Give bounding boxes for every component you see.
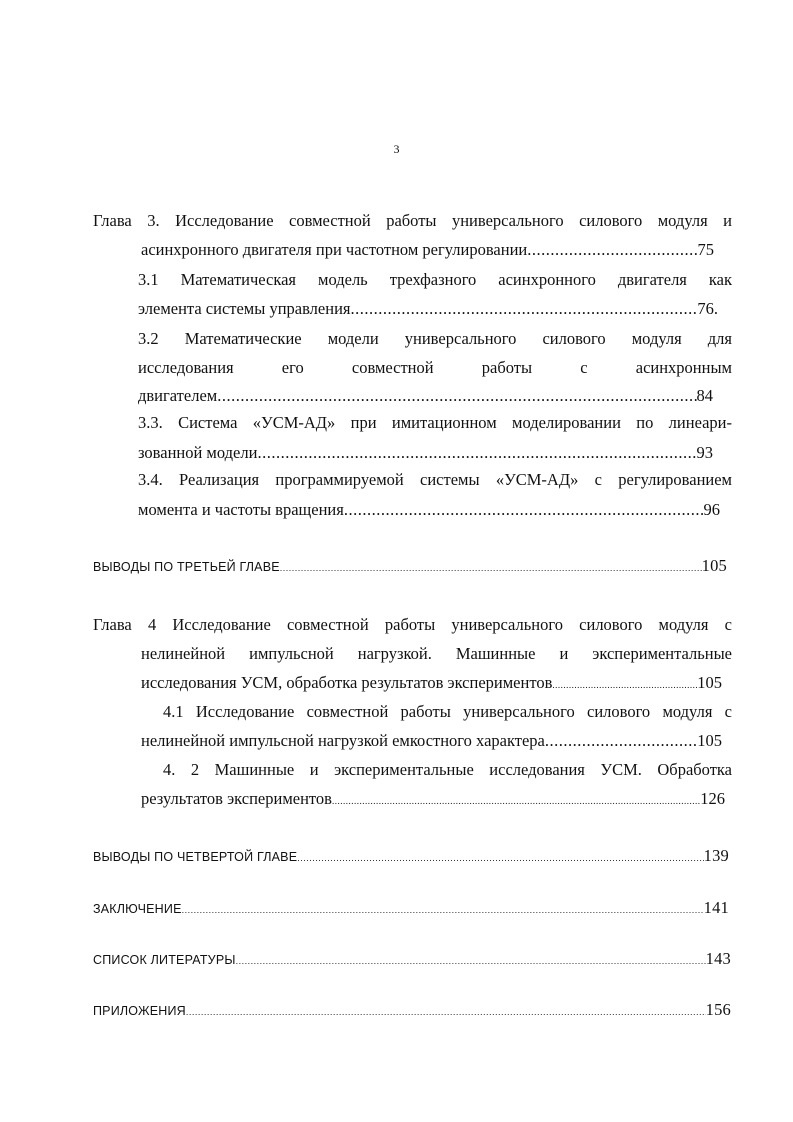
toc-section-4-1-line2: нелинейной импульсной нагрузкой емкостного характера [141,731,545,750]
toc-section-3-4-page: 96 [703,500,720,519]
toc-conclusion-entry[interactable] [93,898,729,920]
toc-references-page: 143 [705,949,731,968]
toc-section-3-2-line2: исследования его совместной работы с асинхронным [138,358,732,377]
toc-leader-dots [344,500,704,520]
toc-section-3-2-entry[interactable] [138,386,713,406]
toc-conclusion-label: ЗАКЛЮЧЕНИЕ [93,902,182,916]
toc-conclusion-page: 141 [703,898,729,917]
toc-section-4-1-line1: 4.1 Исследование совместной работы универсального силового модуля с [163,702,732,721]
toc-leader-dots [236,951,706,971]
toc-chapter4-entry[interactable] [141,673,722,695]
toc-section-3-1-page: 76. [697,299,718,318]
toc-chapter4-page: 105 [697,673,722,692]
toc-section-4-1-page: 105 [697,731,722,750]
toc-leader-dots [280,558,702,578]
toc-section-3-4-line2: момента и частоты вращения [138,500,344,519]
toc-conclusions-chapter3-page: 105 [701,556,727,575]
toc-chapter3-title-line2: асинхронного двигателя при частотном регулировании [141,240,528,259]
toc-chapter3-title-line1: Глава 3. Исследование совместной работы универсального силового модуля и [93,211,732,230]
toc-section-3-3-entry[interactable] [138,443,713,463]
toc-section-3-2-line3: двигателем [138,386,218,405]
toc-section-3-4-line1: 3.4. Реализация программируемой системы «УСМ-АД» с регулированием [138,470,732,489]
toc-references-entry[interactable] [93,949,731,971]
toc-section-3-4-entry[interactable] [138,500,720,520]
toc-references-label: СПИСОК ЛИТЕРАТУРЫ [93,953,236,967]
toc-leader-dots [297,848,703,868]
toc-conclusions-chapter3-label: ВЫВОДЫ ПО ТРЕТЬЕЙ ГЛАВЕ [93,560,280,574]
toc-leader-dots [527,240,697,260]
toc-leader-dots [186,1002,706,1022]
toc-chapter3-entry[interactable] [141,240,714,260]
toc-leader-dots [545,731,697,751]
toc-leader-dots [351,299,698,319]
toc-leader-dots [217,386,696,406]
toc-chapter4-title-line2: нелинейной импульсной нагрузкой. Машинные и экспериментальные [141,644,732,663]
toc-appendices-label: ПРИЛОЖЕНИЯ [93,1004,186,1018]
toc-leader-dots [182,900,704,920]
toc-section-3-1-entry[interactable] [138,299,718,319]
toc-chapter3-page: 75 [697,240,714,259]
toc-section-4-2-entry[interactable] [141,789,725,811]
toc-chapter4-title-line1: Глава 4 Исследование совместной работы универсального силового модуля с [93,615,732,634]
toc-leader-dots [257,443,696,463]
toc-section-4-1-entry[interactable] [141,731,722,751]
toc-conclusions-chapter3-entry[interactable] [93,556,727,578]
toc-chapter4-title-line3: исследования УСМ, обработка результатов экспериментов [141,673,553,692]
toc-section-3-1-line1: 3.1 Математическая модель трехфазного асинхронного двигателя как [138,270,732,289]
toc-leader-dots [552,675,697,695]
toc-section-3-2-line1: 3.2 Математические модели универсального силового модуля для [138,329,732,348]
page-number: 3 [393,142,400,156]
toc-section-3-1-line2: элемента системы управления [138,299,351,318]
toc-appendices-page: 156 [705,1000,731,1019]
toc-section-3-2-page: 84 [696,386,713,405]
toc-section-4-2-page: 126 [700,789,725,808]
toc-leader-dots [332,791,700,811]
toc-appendices-entry[interactable] [93,1000,731,1022]
toc-conclusions-chapter4-entry[interactable] [93,846,729,868]
toc-section-4-2-line2: результатов экспериментов [141,789,332,808]
toc-section-3-3-line2: зованной модели [138,443,258,462]
toc-conclusions-chapter4-label: ВЫВОДЫ ПО ЧЕТВЕРТОЙ ГЛАВЕ [93,850,298,864]
toc-section-3-3-line1: 3.3. Система «УСМ-АД» при имитационном моделировании по линеари- [138,413,732,432]
toc-conclusions-chapter4-page: 139 [703,846,729,865]
toc-section-4-2-line1: 4. 2 Машинные и экспериментальные исследования УСМ. Обработка [163,760,732,779]
toc-section-3-3-page: 93 [696,443,713,462]
